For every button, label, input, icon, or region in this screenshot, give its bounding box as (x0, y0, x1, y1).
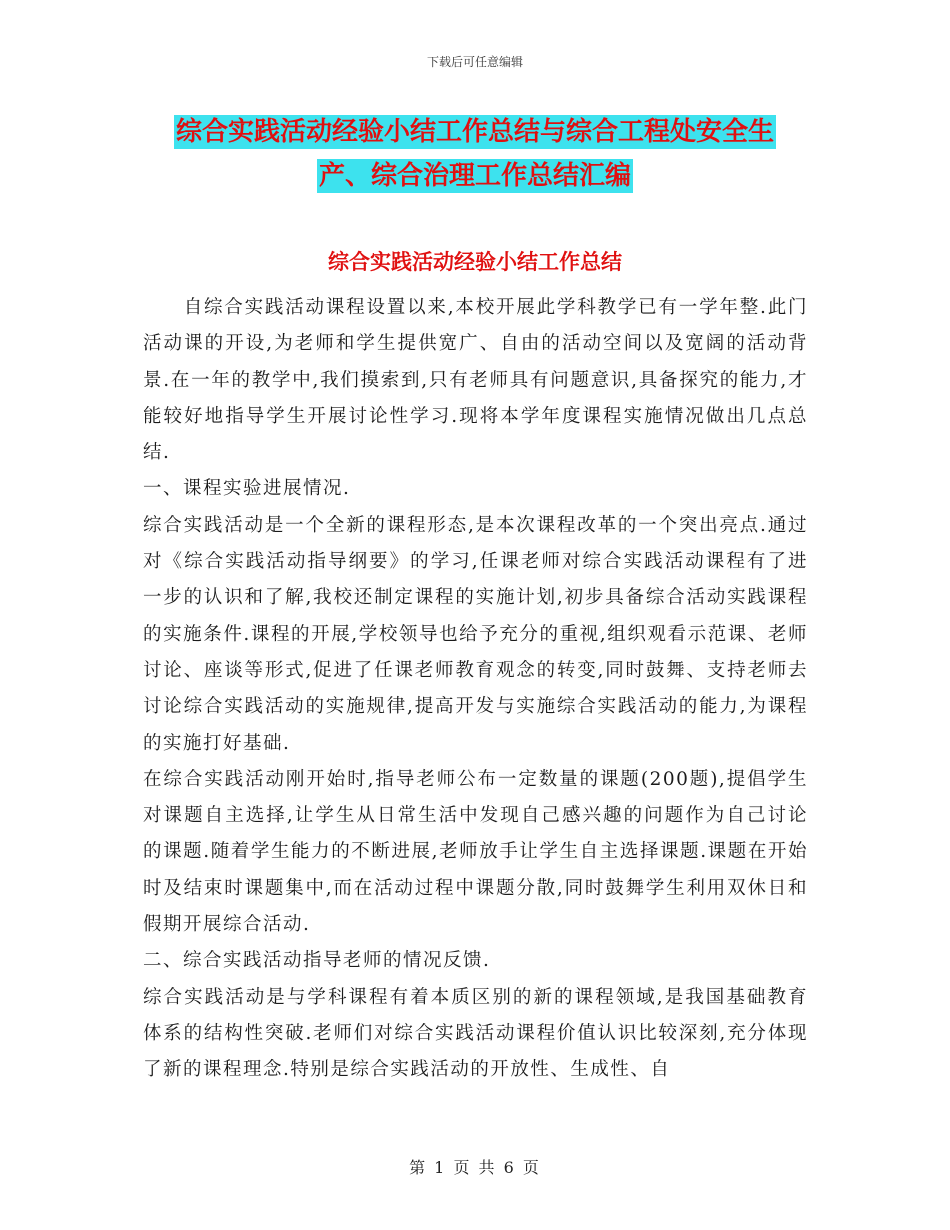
document-body (143, 290, 808, 1089)
paragraph: 综合实践活动是一个全新的课程形态,是本次课程改革的一个突出亮点.通过对《综合实践活动指导纲要》的学习,任课老师对综合实践活动课程有了进一步的认识和了解,我校还制定课程的实施计划,初步具备综合活动实践课程的实施条件.课程的开展,学校领导也给予充分的重视,组织观看示范课、老师讨论、座谈等形式,促进了任课老师教育观念的转变,同时鼓舞、支持老师去讨论综合实践活动的实施规律,提高开发与实施综合实践活动的能力,为课程的实施打好基础. (143, 514, 808, 754)
heading-two: 二、综合实践活动指导老师的情况反馈. (143, 950, 491, 972)
page-number: 第 1 页 共 6 页 (409, 1158, 541, 1177)
document-title (150, 110, 800, 198)
document-title-line-1: 综合实践活动经验小结工作总结与综合工程处安全生 (175, 117, 774, 147)
header-note: 下载后可任意编辑 (426, 55, 523, 69)
section-title: 综合实践活动经验小结工作总结 (328, 250, 622, 274)
heading-one: 一、课程实验进展情况. (143, 478, 351, 500)
document-title-line-2: 产、综合治理工作总结汇编 (318, 161, 631, 191)
paragraph-intro: 自综合实践活动课程设置以来,本校开展此学科教学已有一学年整.此门活动课的开设,为老师和学生提供宽广、自由的活动空间以及宽阔的活动背景.在一年的教学中,我们摸索到,只有老师具有问题意识,具备探究的能力,才能较好地指导学生开展讨论性学习.现将本学年度课程实施情况做出几点总结. (143, 297, 808, 464)
paragraph: 在综合实践活动刚开始时,指导老师公布一定数量的课题(200题),提倡学生对课题自主选择,让学生从日常生活中发现自己感兴趣的问题作为自己讨论的课题.随着学生能力的不断进展,老师放手让学生自主选择课题.课题在开始时及结束时课题集中,而在活动过程中课题分散,同时鼓舞学生利用双休日和假期开展综合活动. (143, 768, 808, 936)
paragraph: 综合实践活动是与学科课程有着本质区别的新的课程领域,是我国基础教育体系的结构性突破.老师们对综合实践活动课程价值认识比较深刻,充分体现了新的课程理念.特别是综合实践活动的开放性、生成性、自 (143, 986, 808, 1081)
